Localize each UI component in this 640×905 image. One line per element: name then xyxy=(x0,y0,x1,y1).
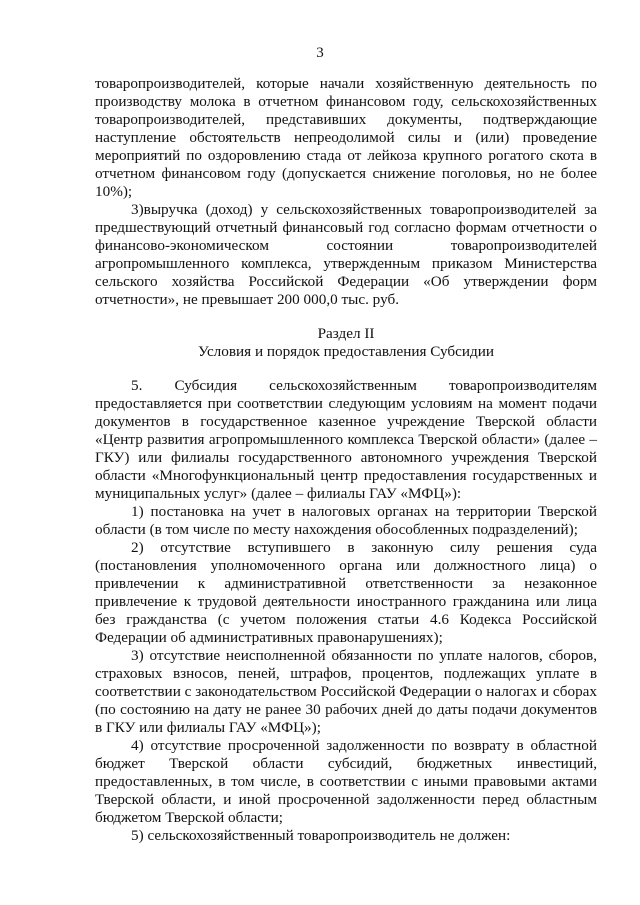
condition-1: 1) постановка на учет в налоговых органах на территории Тверской области (в том числе по месту нахождения обособленных подразделений); xyxy=(95,503,597,538)
paragraph-5: 5. Субсидия сельскохозяйственным товаропроизводителям предоставляется при соответствии следующим условиям на момент подачи документов в государственное казенное учреждение Тверской области «Центр развития агропромышленного комплекса Тверской области» (далее – ГКУ) или филиалы государственного автономного учреждения Тверской области «Многофункциональный центр предоставления государственных и муниципальных услуг» (далее – филиалы ГАУ «МФЦ»): xyxy=(95,377,597,502)
paragraph-item-3: 3)выручка (доход) у сельскохозяйственных товаропроизводителей за предшествующий отчетный финансовый год согласно формам отчетности о финансово-экономическом состоянии товаропроизводителей агропромышленного комплекса, утвержденным приказом Министерства сельского хозяйства Российской Федерации «Об утверждении форм отчетности», не превышает 200 000,0 тыс. руб. xyxy=(95,201,597,308)
section-title: Условия и порядок предоставления Субсидии xyxy=(198,343,494,360)
section-label: Раздел II xyxy=(317,325,375,342)
paragraph-continuation: товаропроизводителей, которые начали хозяйственную деятельность по производству молока в отчетном финансовом году, сельскохозяйственных товаропроизводителей, представивших документы, подтверждающие наступление обстоятельств непреодолимой силы и (или) проведение мероприятий по оздоровлению стада от лейкоза крупного рогатого скота в отчетном финансовом году (допускается снижение поголовья, но не более 10%); xyxy=(95,75,597,200)
condition-4: 4) отсутствие просроченной задолженности по возврату в областной бюджет Тверской области субсидий, бюджетных инвестиций, предоставленных, в том числе, в соответствии с иными правовыми актами Тверской области, и иной просроченной задолженности перед областным бюджетом Тверской области; xyxy=(95,737,597,826)
condition-2: 2) отсутствие вступившего в законную силу решения суда (постановления уполномоченного органа или должностного лица) о привлечении к административной ответственности за незаконное привлечение к трудовой деятельности иностранного гражданина или лица без гражданства (с учетом положения статьи 4.6 Кодекса Российской Федерации об административных правонарушениях); xyxy=(95,539,597,646)
page-number: 3 xyxy=(316,45,324,61)
document-body xyxy=(95,75,597,845)
condition-3: 3) отсутствие неисполненной обязанности по уплате налогов, сборов, страховых взносов, пеней, штрафов, процентов, подлежащих уплате в соответствии с законодательством Российской Федерации о налогах и сборах (по состоянию на дату не ранее 30 рабочих дней до даты подачи документов в ГКУ или филиалы ГАУ «МФЦ»); xyxy=(95,647,597,736)
condition-5: 5) сельскохозяйственный товаропроизводитель не должен: xyxy=(131,827,511,844)
